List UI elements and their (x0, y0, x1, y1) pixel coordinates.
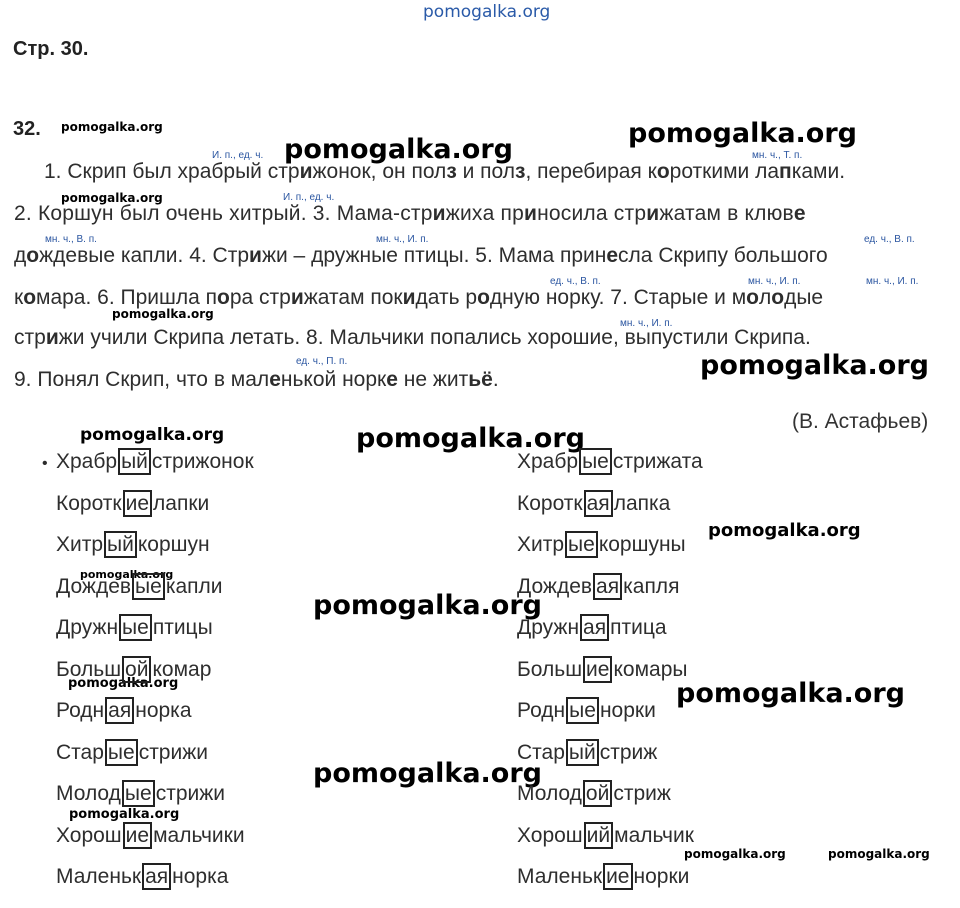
noun: стрижи (155, 782, 226, 805)
grammar-note: мн. ч., И. п. (376, 234, 429, 245)
bold-letter: и (290, 286, 304, 309)
page-label: Стр. 30. (13, 38, 89, 60)
watermark: pomogalka.org (80, 425, 225, 445)
right-phrase (517, 658, 687, 682)
author: (В. Астафьев) (792, 410, 929, 433)
left-phrase (56, 492, 209, 516)
watermark: pomogalka.org (708, 520, 861, 541)
noun: норки (599, 699, 656, 722)
text-segment: жонок, он пол (312, 160, 447, 183)
adjective-stem: Дружн (517, 616, 580, 639)
watermark: pomogalka.org (284, 134, 513, 165)
right-phrase (517, 533, 686, 557)
boxed-ending: ая (580, 614, 609, 641)
noun: стрижата (612, 450, 703, 473)
adjective-stem: Стар (56, 740, 104, 764)
watermark: pomogalka.org (80, 568, 174, 581)
watermark: pomogalka.org (684, 847, 786, 861)
text-segment: жи учили Скрипа летать. 8. Мальчики попались хорошие, выпустили Скрипа. (58, 326, 811, 349)
left-phrase (56, 575, 223, 599)
boxed-ending: ые (122, 780, 155, 807)
noun: стриж (599, 740, 658, 764)
text-segment: 1. Скрип был храбрый стр (44, 160, 300, 183)
grammar-note: мн. ч., И. п. (620, 318, 673, 329)
boxed-ending: ая (584, 490, 613, 517)
left-phrase (56, 782, 225, 806)
bold-letter: о (23, 286, 37, 309)
adjective-stem: Хорош (56, 823, 122, 847)
text-segment: к (14, 286, 24, 309)
bold-letter: о (217, 286, 230, 309)
boxed-ending: ая (105, 697, 134, 724)
left-phrase (56, 824, 245, 848)
bold-letter: и (432, 202, 446, 225)
bold-letter: е (269, 368, 281, 391)
right-phrase (517, 616, 667, 640)
bold-letter: о (477, 286, 490, 309)
bold-letter: е (793, 202, 806, 225)
noun: стрижонок (151, 450, 254, 473)
boxed-ending: ой (583, 780, 612, 807)
text-segment: дые (784, 286, 824, 309)
text-segment: ждевые капли. 4. Стр (39, 244, 250, 267)
text-segment: роткими ла (669, 160, 780, 183)
watermark: pomogalka.org (61, 191, 163, 205)
adjective-stem: Дождев (517, 574, 593, 598)
adjective-stem: Стар (517, 740, 565, 764)
grammar-note: ед. ч., В. п. (550, 276, 601, 287)
noun: птица (610, 616, 667, 639)
text-segment: д (14, 244, 27, 267)
bold-letter: и (45, 326, 59, 349)
adjective-stem: Храбр (517, 450, 579, 473)
text-line-6 (14, 368, 499, 392)
adjective-stem: Хитр (56, 533, 104, 556)
boxed-ending: ая (142, 863, 171, 890)
noun: мальчик (614, 823, 694, 847)
bold-letter: з (446, 160, 457, 183)
noun: капли (165, 574, 223, 598)
adjective-stem: Дружн (56, 616, 119, 639)
text-segment: жатам пок (303, 286, 403, 309)
noun: комары (613, 657, 688, 681)
text-segment: жихa пр (445, 202, 524, 225)
watermark: pomogalka.org (676, 678, 905, 709)
text-segment: ками. (791, 160, 846, 183)
left-phrase (56, 616, 213, 640)
grammar-note: ед. ч., П. п. (296, 356, 348, 367)
text-segment: нькой норк (280, 368, 387, 391)
text-segment: жи – дружные птицы. 5. Мама прин (261, 244, 607, 267)
right-phrase (517, 782, 671, 806)
noun: стрижи (138, 740, 208, 764)
text-line-3 (14, 244, 828, 268)
left-phrase (56, 533, 210, 557)
boxed-ending: ый (566, 739, 599, 766)
boxed-ending: ые (132, 573, 165, 600)
watermark: pomogalka.org (313, 590, 542, 621)
boxed-ending: ие (603, 863, 632, 890)
noun: лапки (153, 491, 210, 515)
noun: мальчики (153, 823, 245, 847)
adjective-stem: Храбр (56, 450, 118, 473)
text-segment: ра стр (229, 286, 291, 309)
noun: норка (135, 699, 192, 722)
adjective-stem: Маленьк (517, 865, 603, 888)
boxed-ending: ие (123, 490, 152, 517)
boxed-ending: ый (118, 448, 151, 475)
watermark: pomogalka.org (828, 847, 930, 861)
watermark: pomogalka.org (69, 807, 180, 822)
boxed-ending: ые (565, 531, 598, 558)
bold-letter: и (249, 244, 262, 267)
boxed-ending: ые (566, 697, 599, 724)
text-segment: и пол (456, 160, 516, 183)
grammar-note: мн. ч., И. п. (748, 276, 801, 287)
boxed-ending: ой (122, 656, 151, 683)
adjective-stem: Коротк (56, 491, 122, 515)
bold-letter: о (771, 286, 785, 309)
bold-letter: и (402, 286, 416, 309)
text-segment: л (758, 286, 772, 309)
adjective-stem: Молод (56, 782, 121, 805)
text-line-1 (44, 160, 845, 184)
left-phrase (56, 699, 192, 723)
right-phrase (517, 865, 689, 889)
watermark: pomogalka.org (112, 307, 214, 321)
bold-letter: з (515, 160, 526, 183)
text-segment: дную норку. 7. Старые и м (489, 286, 747, 309)
bold-letter: и (299, 160, 313, 183)
watermark: pomogalka.org (700, 350, 929, 381)
adjective-stem: Молод (517, 782, 582, 805)
bold-letter: о (746, 286, 759, 309)
right-phrase (517, 450, 703, 474)
adjective-stem: Дождев (56, 574, 132, 598)
text-segment: носила стр (537, 202, 647, 225)
adjective-stem: Маленьк (56, 865, 142, 888)
bold-letter: и (524, 202, 538, 225)
watermark: pomogalka.org (313, 758, 542, 789)
text-segment: , перебирая к (525, 160, 657, 183)
grammar-note: мн. ч., В. п. (45, 234, 97, 245)
left-phrase (56, 741, 208, 765)
bold-letter: п (779, 160, 792, 183)
adjective-stem: Родн (517, 699, 566, 722)
noun: норки (633, 865, 690, 888)
left-phrase (56, 450, 254, 474)
text-segment: мара. 6. Пришла п (36, 286, 217, 309)
left-phrase (56, 658, 211, 682)
bold-letter: е (606, 244, 619, 267)
noun: капля (623, 574, 680, 598)
right-phrase (517, 824, 694, 848)
bold-letter: о (656, 160, 670, 183)
noun: коршуны (598, 533, 686, 556)
boxed-ending: ие (123, 822, 152, 849)
text-segment: . (492, 368, 499, 391)
grammar-note: И. п., ед. ч. (283, 192, 335, 203)
right-phrase (517, 741, 657, 765)
right-phrase (517, 492, 670, 516)
noun: норка (172, 865, 229, 888)
watermark: pomogalka.org (628, 118, 857, 149)
watermark: pomogalka.org (356, 423, 585, 454)
text-segment: дать р (415, 286, 478, 309)
bold-letter: и (646, 202, 660, 225)
text-line-4 (14, 286, 823, 310)
adjective-stem: Хорош (517, 823, 583, 847)
noun: стриж (613, 782, 671, 805)
grammar-note: И. п., ед. ч. (212, 150, 264, 161)
watermark: pomogalka.org (61, 120, 163, 134)
text-segment: 2. Коршун был очень хитрый. 3. Мама-стр (14, 202, 433, 225)
noun: птицы (152, 616, 213, 639)
text-segment: жатам в клюв (659, 202, 794, 225)
adjective-stem: Коротк (517, 491, 583, 515)
adjective-stem: Хитр (517, 533, 565, 556)
text-segment: 9. Понял Скрип, что в мал (14, 368, 270, 391)
text-line-2 (14, 202, 806, 226)
adjective-stem: Больш (56, 657, 122, 681)
adjective-stem: Больш (517, 657, 583, 681)
adjective-stem: Родн (56, 699, 105, 722)
boxed-ending: ые (119, 614, 152, 641)
text-line-5 (14, 326, 811, 350)
bold-letter: ьё (468, 368, 493, 391)
boxed-ending: ые (105, 739, 138, 766)
noun: лапка (613, 491, 671, 515)
bullet: • (42, 455, 48, 472)
left-phrase (56, 865, 228, 889)
boxed-ending: ая (593, 573, 622, 600)
boxed-ending: ий (584, 822, 613, 849)
watermark: pomogalka.org (68, 676, 179, 691)
boxed-ending: ый (104, 531, 137, 558)
noun: комар (152, 657, 212, 681)
text-segment: стр (14, 326, 46, 349)
boxed-ending: ые (579, 448, 612, 475)
boxed-ending: ие (583, 656, 612, 683)
grammar-note: мн. ч., И. п. (866, 276, 919, 287)
bold-letter: о (26, 244, 40, 267)
exercise-number: 32. (13, 118, 41, 140)
grammar-note: мн. ч., Т. п. (752, 150, 803, 161)
grammar-note: ед. ч., В. п. (864, 234, 915, 245)
noun: коршун (137, 533, 210, 556)
bold-letter: е (386, 368, 398, 391)
text-segment: сла Скрипу большого (618, 244, 828, 267)
text-segment: не жит (397, 368, 469, 391)
right-phrase (517, 699, 656, 723)
right-phrase (517, 575, 679, 599)
watermark-top: pomogalka.org (423, 2, 551, 22)
